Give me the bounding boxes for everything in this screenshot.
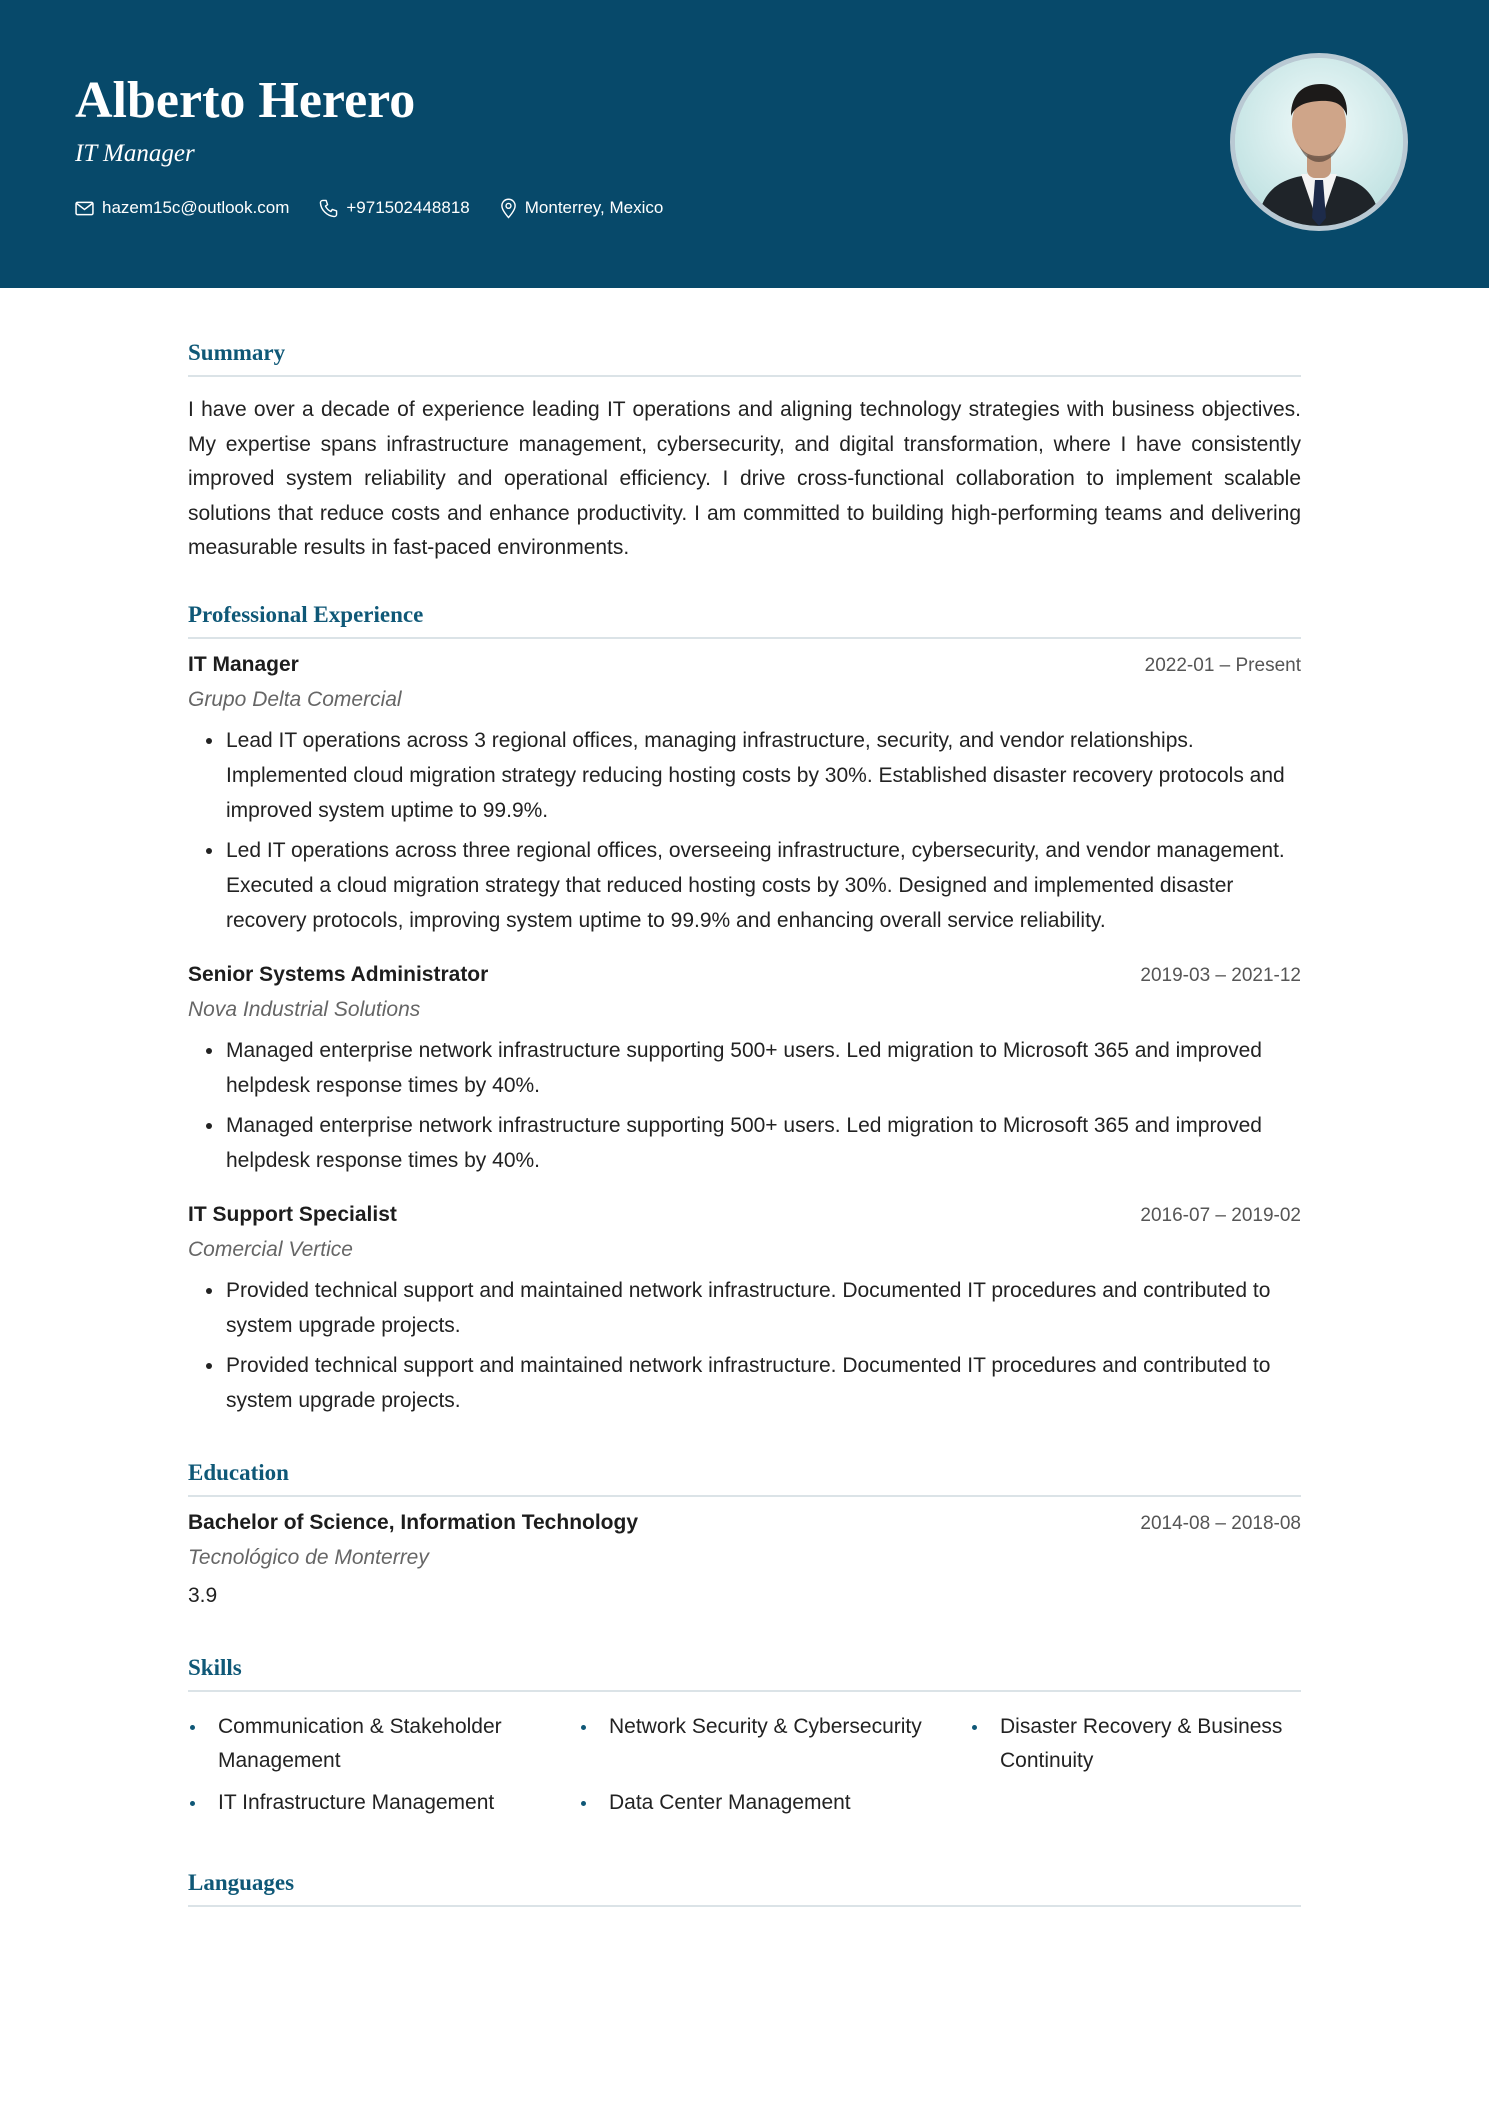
resume-body <box>188 288 1301 1907</box>
summary-text: I have over a decade of experience leading IT operations and aligning technology strategies with business objectives. My expertise spans infrastructure management, cybersecurity, and digital transformation, where I have consistently improved system reliability and operational efficiency. I drive cross-functional collaboration to implement scalable solutions that reduce costs and enhance productivity. I am committed to building high-performing teams and delivering measurable results in fast-paced environments. <box>188 398 1301 559</box>
email-text: hazem15c@outlook.com <box>102 198 290 217</box>
skill-item: IT Infrastructure Management <box>188 1786 579 1820</box>
list-item: • Led IT operations across three regional offices, overseeing infrastructure, cybersecurity, and vendor management. Executed a cloud migration strategy that reduced hosting costs by 30%. Designed and implemented disaster recovery protocols, improving system uptime to 99.9% and enhancing overall service reliability. <box>225 833 1301 938</box>
education-section <box>188 1458 1301 1613</box>
job-title: IT Manager <box>188 652 299 676</box>
job-bullets <box>188 1273 1301 1418</box>
job-entry <box>188 1198 1301 1418</box>
school-name: Tecnológico de Monterrey <box>188 1545 429 1569</box>
job-bullets <box>188 723 1301 938</box>
list-item: • Provided technical support and maintained network infrastructure. Documented IT procedures and contributed to system upgrade projects. <box>225 1273 1301 1343</box>
education-heading: Education <box>188 1458 1301 1497</box>
contact-email[interactable] <box>75 194 289 222</box>
job-company: Grupo Delta Comercial <box>188 687 402 711</box>
candidate-name: Alberto Herero <box>75 72 416 129</box>
gpa-value: 3.9 <box>188 1583 218 1607</box>
degree-title: Bachelor of Science, Information Technology <box>188 1510 639 1534</box>
list-item: • Managed enterprise network infrastructure supporting 500+ users. Led migration to Microsoft 365 and improved helpdesk response times by 40%. <box>225 1033 1301 1103</box>
candidate-role: IT Manager <box>75 140 195 167</box>
skills-section <box>188 1653 1301 1828</box>
phone-text: +971502448818 <box>346 198 470 217</box>
job-entry <box>188 648 1301 938</box>
languages-heading: Languages <box>188 1868 1301 1907</box>
job-title: IT Support Specialist <box>188 1202 397 1226</box>
resume-header <box>0 0 1489 288</box>
profile-photo <box>1230 53 1408 231</box>
list-item: • Provided technical support and maintained network infrastructure. Documented IT procedures and contributed to system upgrade projects. <box>225 1348 1301 1418</box>
skill-item: Disaster Recovery & Business Continuity <box>970 1710 1301 1778</box>
phone-icon <box>319 199 338 218</box>
skill-item: Network Security & Cybersecurity <box>579 1710 970 1778</box>
experience-heading: Professional Experience <box>188 600 1301 639</box>
skills-list <box>188 1710 1301 1828</box>
mail-icon <box>75 201 94 216</box>
list-item: • Managed enterprise network infrastructure supporting 500+ users. Led migration to Microsoft 365 and improved helpdesk response times by 40%. <box>225 1108 1301 1178</box>
experience-section <box>188 600 1301 1418</box>
contact-location <box>500 194 664 222</box>
job-dates: 2019-03 – 2021-12 <box>1140 964 1301 986</box>
skills-heading: Skills <box>188 1653 1301 1692</box>
list-item: • Lead IT operations across 3 regional offices, managing infrastructure, security, and vendor relationships. Implemented cloud migration strategy reducing hosting costs by 30%. Established disaster recovery protocols and improved system uptime to 99.9%. <box>225 723 1301 828</box>
job-company: Comercial Vertice <box>188 1237 353 1261</box>
job-dates: 2022-01 – Present <box>1144 654 1301 676</box>
languages-section <box>188 1868 1301 1907</box>
job-bullets <box>188 1033 1301 1178</box>
education-entry <box>188 1506 1301 1613</box>
contact-row <box>75 194 693 222</box>
location-text: Monterrey, Mexico <box>524 198 664 217</box>
summary-section <box>188 338 1301 566</box>
location-pin-icon <box>500 198 517 219</box>
skill-item: Data Center Management <box>579 1786 970 1820</box>
job-entry <box>188 958 1301 1178</box>
education-dates: 2014-08 – 2018-08 <box>1140 1512 1301 1534</box>
job-dates: 2016-07 – 2019-02 <box>1140 1204 1301 1226</box>
contact-phone[interactable] <box>319 194 469 222</box>
summary-heading: Summary <box>188 338 1301 377</box>
job-company: Nova Industrial Solutions <box>188 997 421 1021</box>
skill-item: Communication & Stakeholder Management <box>188 1710 579 1778</box>
job-title: Senior Systems Administrator <box>188 962 489 986</box>
